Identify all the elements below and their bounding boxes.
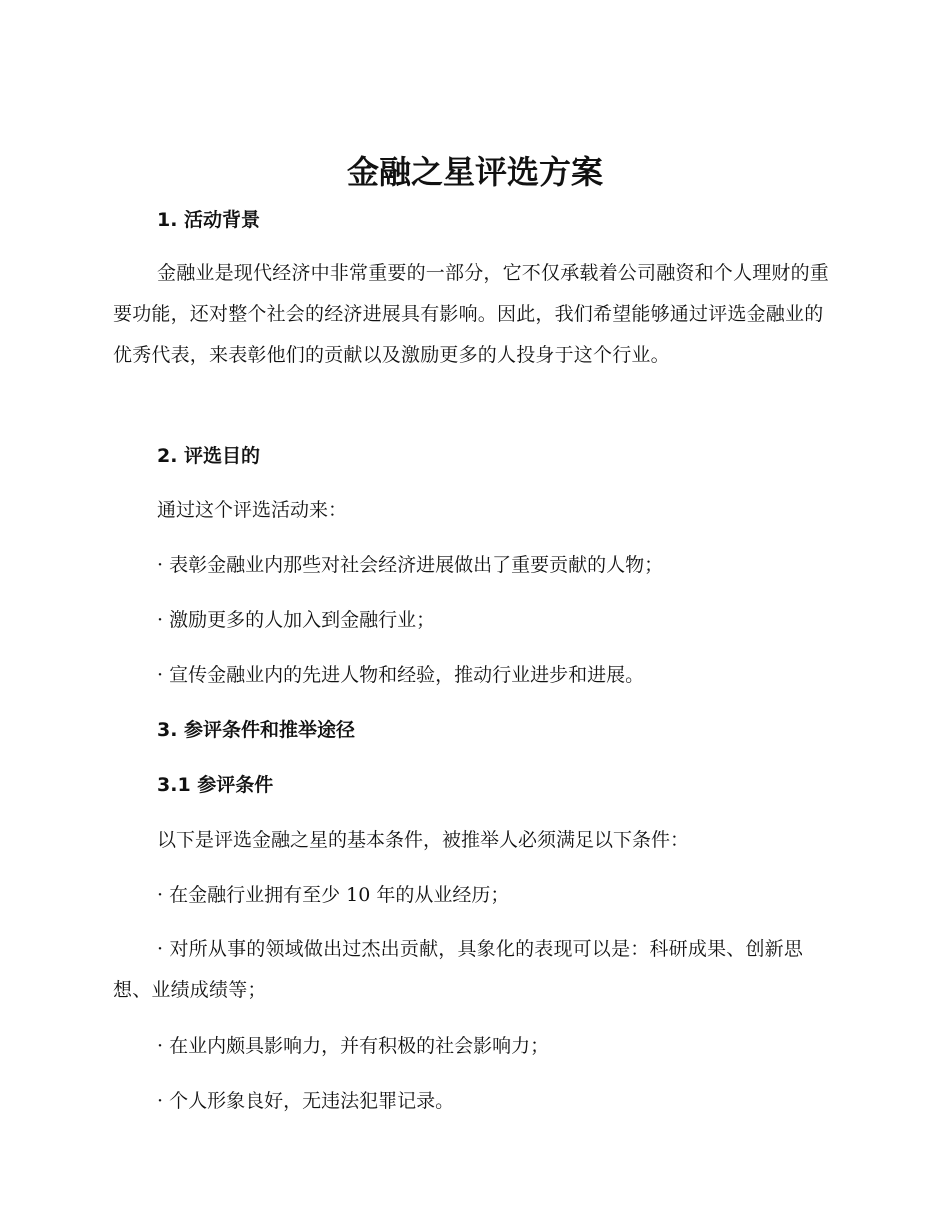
section-heading-criteria: 3. 参评条件和推举途径 bbox=[157, 719, 356, 741]
section-heading-background: 1. 活动背景 bbox=[157, 209, 261, 231]
page-title: 金融之星评选方案 bbox=[346, 153, 603, 191]
purpose-item-1: · 表彰金融业内那些对社会经济进展做出了重要贡献的人物； bbox=[157, 554, 664, 576]
criteria-item-2: · 对所从事的领域做出过杰出贡献，具象化的表现可以是：科研成果、创新思想、业绩成绩等； bbox=[113, 938, 804, 1001]
criteria-intro: 以下是评选金融之星的基本条件，被推举人必须满足以下条件： bbox=[157, 829, 690, 851]
criteria-item-4: · 个人形象良好，无违法犯罪记录。 bbox=[157, 1090, 455, 1112]
background-paragraph: 金融业是现代经济中非常重要的一部分，它不仅承载着公司融资和个人理财的重要功能，还对整个社会的经济进展具有影响。因此，我们希望能够通过评选金融业的优秀代表，来表彰他们的贡献以及激励更多的人投身于这个行业。 bbox=[113, 262, 830, 366]
criteria-item-3: · 在业内颇具影响力，并有积极的社会影响力； bbox=[157, 1035, 550, 1057]
purpose-item-2: · 激励更多的人加入到金融行业； bbox=[157, 609, 436, 631]
purpose-intro: 通过这个评选活动来： bbox=[157, 499, 348, 521]
section-heading-purpose: 2. 评选目的 bbox=[157, 445, 261, 467]
criteria-item-1: · 在金融行业拥有至少 10 年的从业经历； bbox=[157, 884, 510, 906]
subsection-heading-criteria: 3.1 参评条件 bbox=[157, 774, 274, 796]
purpose-item-3: · 宣传金融业内的先进人物和经验，推动行业进步和进展。 bbox=[157, 664, 645, 686]
